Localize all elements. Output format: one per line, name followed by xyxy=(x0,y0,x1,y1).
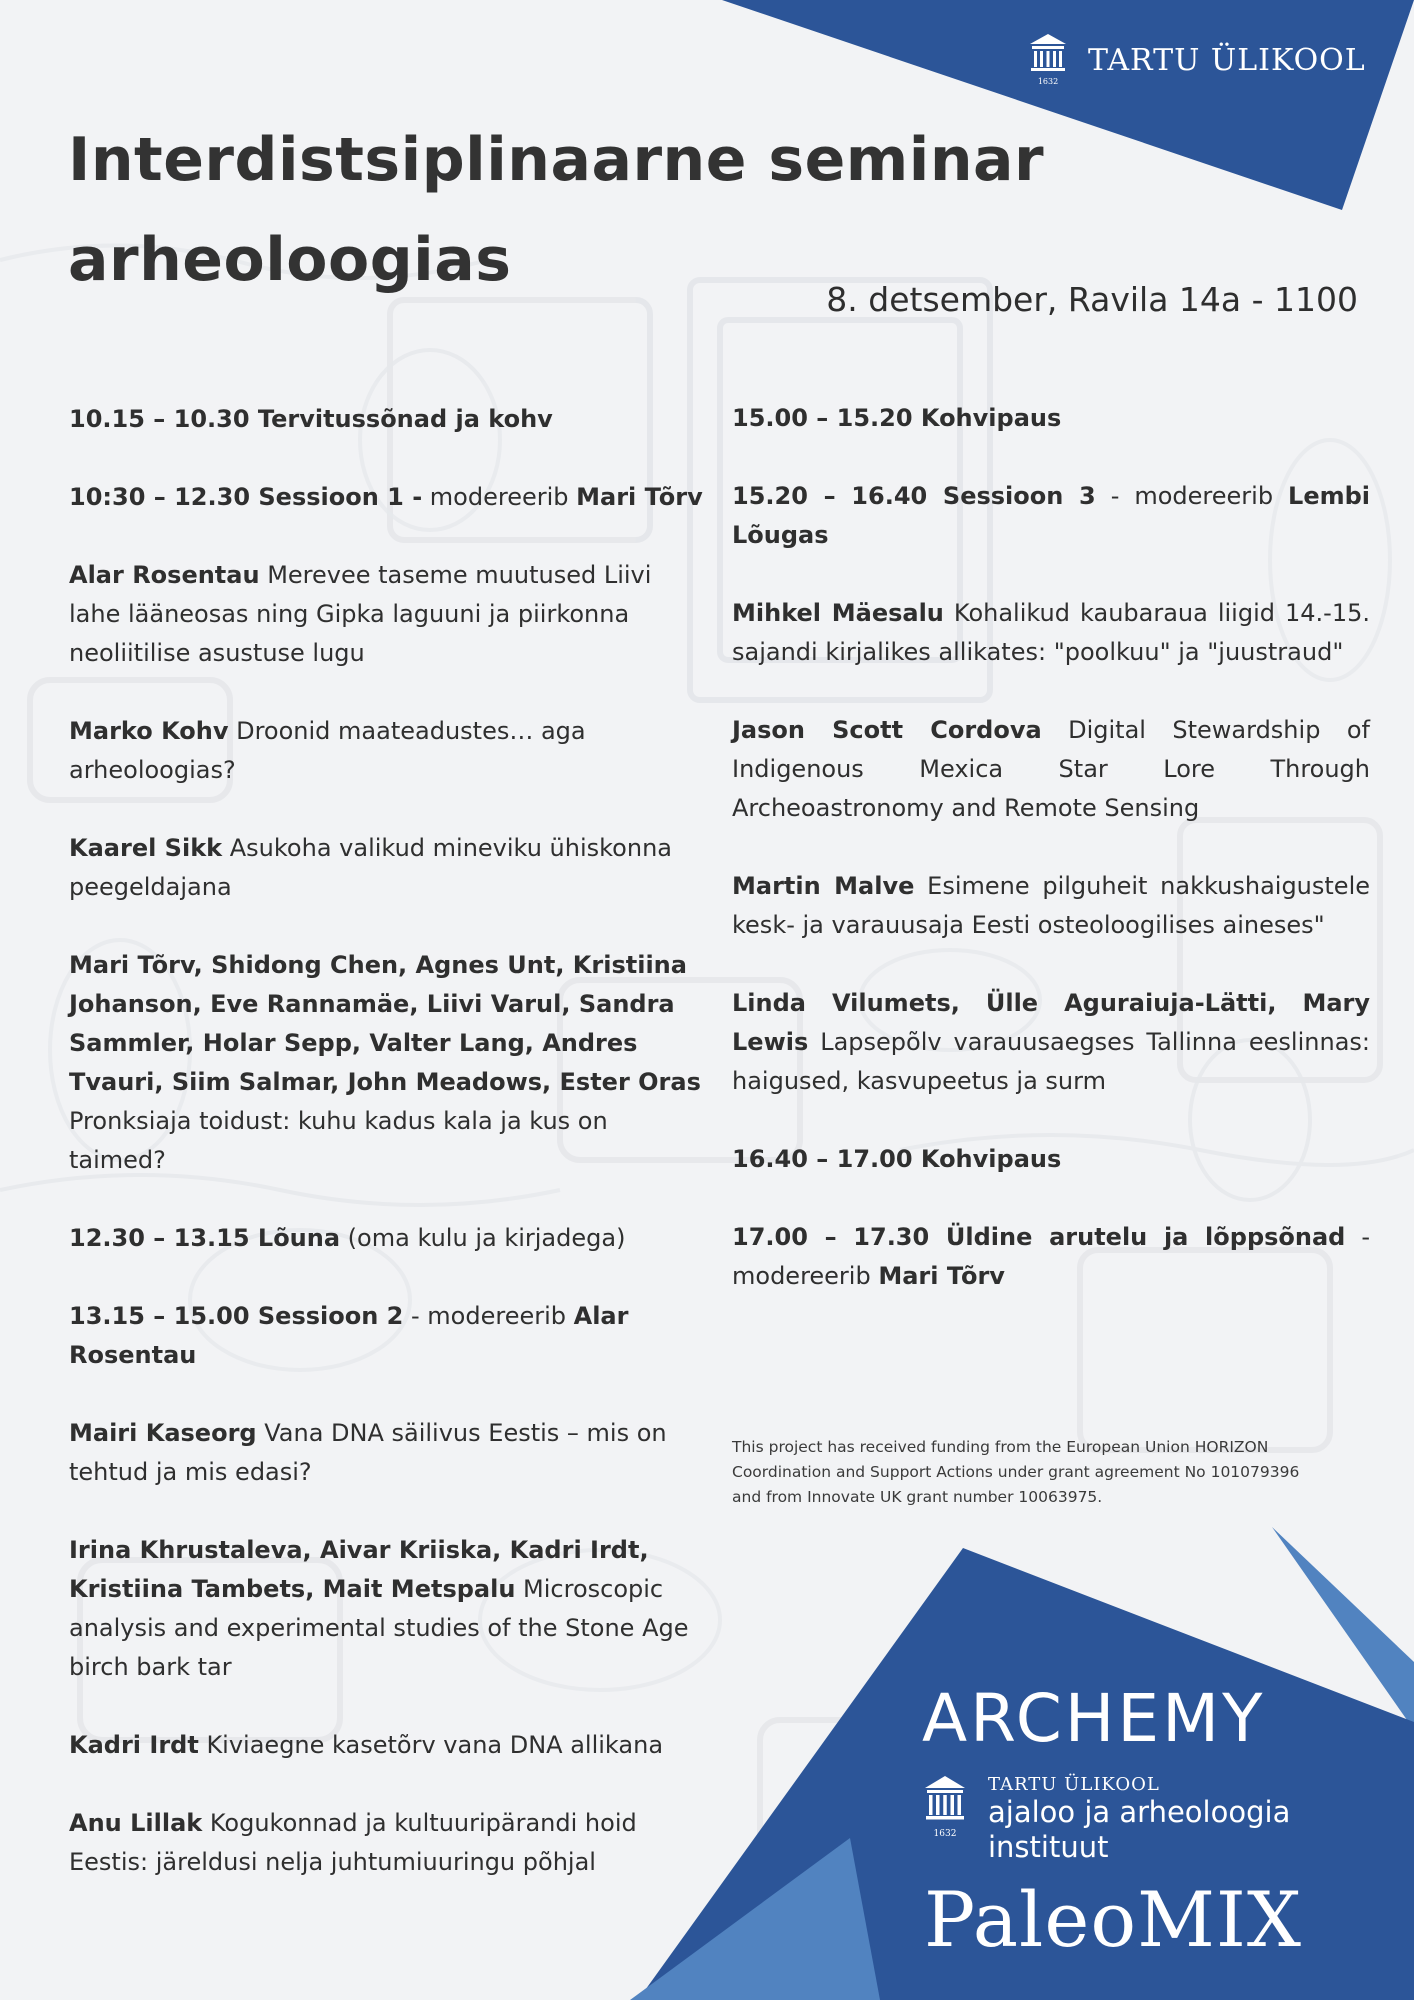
program-item: Mari Tõrv, Shidong Chen, Agnes Unt, Kristiina Johanson, Eve Rannamäe, Liivi Varul, Sandra Sammler, Holar Sepp, Valter Lang, Andres Tvauri, Siim Salmar, John Meadows, Ester Oras Pronksiaja toidust: kuhu kadus kala ja kus on taimed? xyxy=(69,951,701,1174)
archemy-logo: ARCHEMY xyxy=(922,1680,1266,1757)
university-building-icon xyxy=(922,1772,968,1844)
date-location: 8. detsember, Ravila 14a - 1100 xyxy=(826,280,1358,319)
program-item: 15.00 – 15.20 Kohvipaus xyxy=(732,404,1062,432)
program-item: Anu Lillak Kogukonnad ja kultuuripärandi hoid Eestis: järeldusi nelja juhtumiuuringu põhjal xyxy=(69,1809,637,1876)
university-name: TARTU ÜLIKOOL xyxy=(1088,42,1366,78)
program-item: 10.15 – 10.30 Tervitussõnad ja kohv xyxy=(69,405,553,433)
funding-line: This project has received funding from the European Union HORIZON xyxy=(732,1438,1269,1456)
title-line-1: Interdistsiplinaarne seminar xyxy=(68,125,1045,195)
funding-notice xyxy=(732,1435,1372,1510)
program-item: Irina Khrustaleva, Aivar Kriiska, Kadri Irdt, Kristiina Tambets, Mait Metspalu Microscopic analysis and experimental studies of the Stone Age birch bark tar xyxy=(69,1536,689,1681)
program-item: Mairi Kaseorg Vana DNA säilivus Eestis – mis on tehtud ja mis edasi? xyxy=(69,1419,667,1486)
program-item: 17.00 – 17.30 Üldine arutelu ja lõppsõnad - modereerib Mari Tõrv xyxy=(732,1223,1370,1290)
program-item: Martin Malve Esimene pilguheit nakkushaigustele kesk- ja varauusaja Eesti osteoloogilises aineses" xyxy=(732,872,1371,939)
institute-name-line-1: ajaloo ja arheoloogia xyxy=(988,1795,1291,1829)
institute-university: TARTU ÜLIKOOL xyxy=(988,1774,1160,1795)
funding-line: Coordination and Support Actions under grant agreement No 101079396 xyxy=(732,1463,1300,1481)
program-left-column xyxy=(69,400,709,1921)
program-item: Jason Scott Cordova Digital Stewardship of Indigenous Mexica Star Lore Through Archeoastronomy and Remote Sensing xyxy=(732,716,1370,822)
program-item: 15.20 – 16.40 Sessioon 3 - modereerib Lembi Lõugas xyxy=(732,482,1371,549)
institute-name-line-2: instituut xyxy=(988,1830,1109,1864)
tartu-ulikool-logo xyxy=(1028,32,1366,88)
program-item: 10:30 – 12.30 Sessioon 1 - modereerib Mari Tõrv xyxy=(69,483,703,511)
program-item: 12.30 – 13.15 Lõuna (oma kulu ja kirjadega) xyxy=(69,1224,626,1252)
program-item: Kadri Irdt Kiviaegne kasetõrv vana DNA allikana xyxy=(69,1731,664,1759)
paleomix-logo: PaleoMIX xyxy=(924,1875,1303,1964)
program-item: Mihkel Mäesalu Kohalikud kaubaraua liigid 14.-15. sajandi kirjalikes allikates: "poolkuu" ja "juustraud" xyxy=(732,599,1370,666)
institute-logo xyxy=(922,1772,1290,1865)
institute-text xyxy=(988,1772,1290,1865)
title-line-2: arheoloogias xyxy=(68,225,512,295)
logo-year: 1632 xyxy=(1037,77,1059,86)
program-item: Marko Kohv Droonid maateadustes… aga arheoloogias? xyxy=(69,717,586,784)
funding-line: and from Innovate UK grant number 10063975. xyxy=(732,1488,1103,1506)
institute-logo-year: 1632 xyxy=(933,1829,957,1839)
program-item: Kaarel Sikk Asukoha valikud mineviku ühiskonna peegeldajana xyxy=(69,834,672,901)
program-item: 13.15 – 15.00 Sessioon 2 - modereerib Alar Rosentau xyxy=(69,1302,629,1369)
program-item: Alar Rosentau Merevee taseme muutused Liivi lahe lääneosas ning Gipka laguuni ja piirkonna neoliitilise asustuse lugu xyxy=(69,561,652,667)
program-right-column xyxy=(732,399,1370,1335)
program-item: Linda Vilumets, Ülle Aguraiuja-Lätti, Mary Lewis Lapsepõlv varauusaegses Tallinna eeslinnas: haigused, kasvupeetus ja surm xyxy=(732,989,1370,1095)
university-building-icon xyxy=(1028,32,1068,88)
program-item: 16.40 – 17.00 Kohvipaus xyxy=(732,1145,1062,1173)
